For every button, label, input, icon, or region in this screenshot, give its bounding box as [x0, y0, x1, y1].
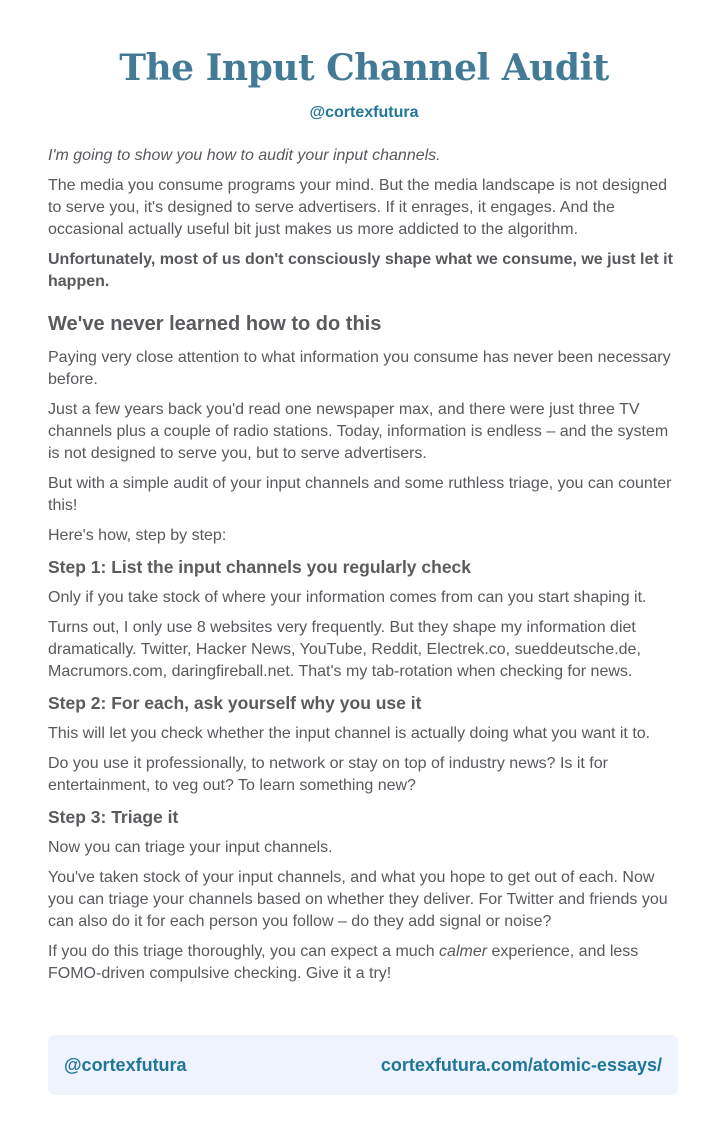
footer-bar [48, 1035, 678, 1095]
section-paragraph-2: Just a few years back you'd read one newspaper max, and there were just three TV channels plus a couple of radio stations. Today, information is endless – and the system is not designed to serve you, but to serve advertisers. [48, 401, 669, 462]
closing-emphasis: calmer [439, 943, 488, 960]
step-1-paragraph-1: Only if you take stock of where your information comes from can you start shaping it. [48, 589, 647, 606]
essay-page [48, 42, 680, 985]
step-2-heading: Step 2: For each, ask yourself why you use it [48, 693, 422, 713]
footer-handle-link[interactable]: @cortexfutura [64, 1054, 187, 1075]
step-3-paragraph-1: Now you can triage your input channels. [48, 839, 333, 856]
footer-website-link[interactable]: cortexfutura.com/atomic-essays/ [380, 1054, 662, 1075]
intro-bold-paragraph: Unfortunately, most of us don't consciously shape what we consume, we just let it happen. [48, 251, 673, 290]
intro-paragraph: The media you consume programs your mind. But the media landscape is not designed to serve you, it's designed to serve advertisers. If it enrages, it engages. And the occasional actually useful bit just makes us more addicted to the algorithm. [48, 177, 668, 238]
step-1-heading: Step 1: List the input channels you regularly check [48, 557, 472, 577]
step-2-paragraph-2: Do you use it professionally, to network or stay on top of industry news? Is it for entertainment, to veg out? To learn something new? [48, 755, 608, 794]
closing-text-after: experience, and less FOMO-driven compulsive checking. Give it a try! [48, 943, 639, 982]
section-paragraph-3: But with a simple audit of your input channels and some ruthless triage, you can counter this! [48, 475, 672, 514]
closing-paragraph [48, 941, 680, 985]
page-title: The Input Channel Audit [119, 47, 609, 89]
step-3-paragraph-2: You've taken stock of your input channels, and what you hope to get out of each. Now you can triage your channels based on whether they deliver. For Twitter and friends you can also do it for each person you follow – do they add signal or noise? [48, 869, 668, 930]
step-3-heading: Step 3: Triage it [48, 807, 179, 827]
section-paragraph-4: Here's how, step by step: [48, 527, 227, 544]
section-heading: We've never learned how to do this [48, 313, 382, 335]
step-2-paragraph-1: This will let you check whether the input channel is actually doing what you want it to. [48, 725, 651, 742]
section-paragraph-1: Paying very close attention to what information you consume has never been necessary before. [48, 349, 671, 388]
closing-text-before: If you do this triage thoroughly, you can expect a much [48, 943, 440, 960]
intro-italic-text: I'm going to show you how to audit your input channels. [48, 147, 441, 164]
step-1-paragraph-2: Turns out, I only use 8 websites very frequently. But they shape my information diet dramatically. Twitter, Hacker News, YouTube, Reddit, Electrek.co, sueddeutsche.de, Macrumors.com, daringfireball.net. That's my tab-rotation when checking for news. [48, 619, 641, 680]
author-handle[interactable]: @cortexfutura [309, 104, 419, 121]
